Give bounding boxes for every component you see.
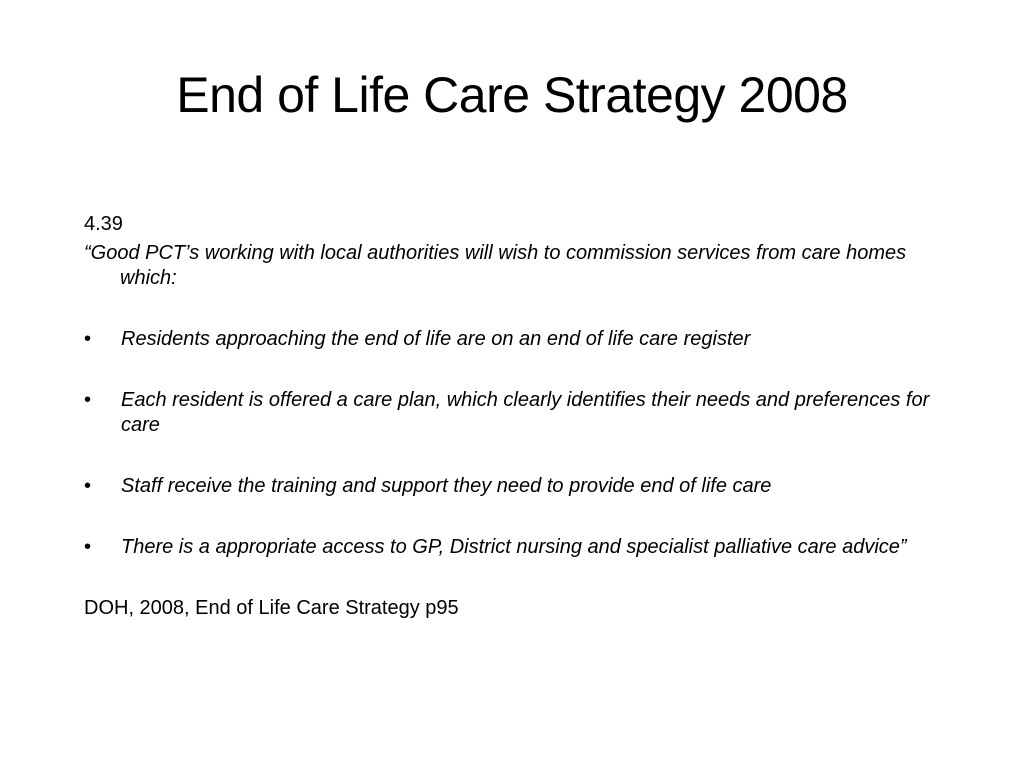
slide-body	[84, 212, 964, 621]
section-number: 4.39	[84, 213, 123, 235]
bullet-icon: •	[84, 389, 92, 411]
bullet-item	[84, 388, 964, 438]
bullet-list	[84, 327, 964, 560]
reference-citation: DOH, 2008, End of Life Care Strategy p95	[84, 597, 459, 619]
slide-title: End of Life Care Strategy 2008	[176, 67, 848, 123]
bullet-text: Each resident is offered a care plan, which clearly identifies their needs and preferences for care	[121, 389, 930, 436]
bullet-text: Staff receive the training and support they need to provide end of life care	[121, 475, 772, 497]
bullet-text: Residents approaching the end of life are on an end of life care register	[121, 328, 751, 350]
bullet-item	[84, 535, 964, 560]
bullet-icon: •	[84, 328, 92, 350]
quote-intro: “Good PCT’s working with local authorities will wish to commission services from care homes which:	[84, 242, 907, 289]
bullet-icon: •	[84, 475, 92, 497]
bullet-text: There is a appropriate access to GP, District nursing and specialist palliative care advice”	[121, 536, 907, 558]
bullet-icon: •	[84, 536, 92, 558]
bullet-item	[84, 327, 964, 352]
bullet-item	[84, 474, 964, 499]
